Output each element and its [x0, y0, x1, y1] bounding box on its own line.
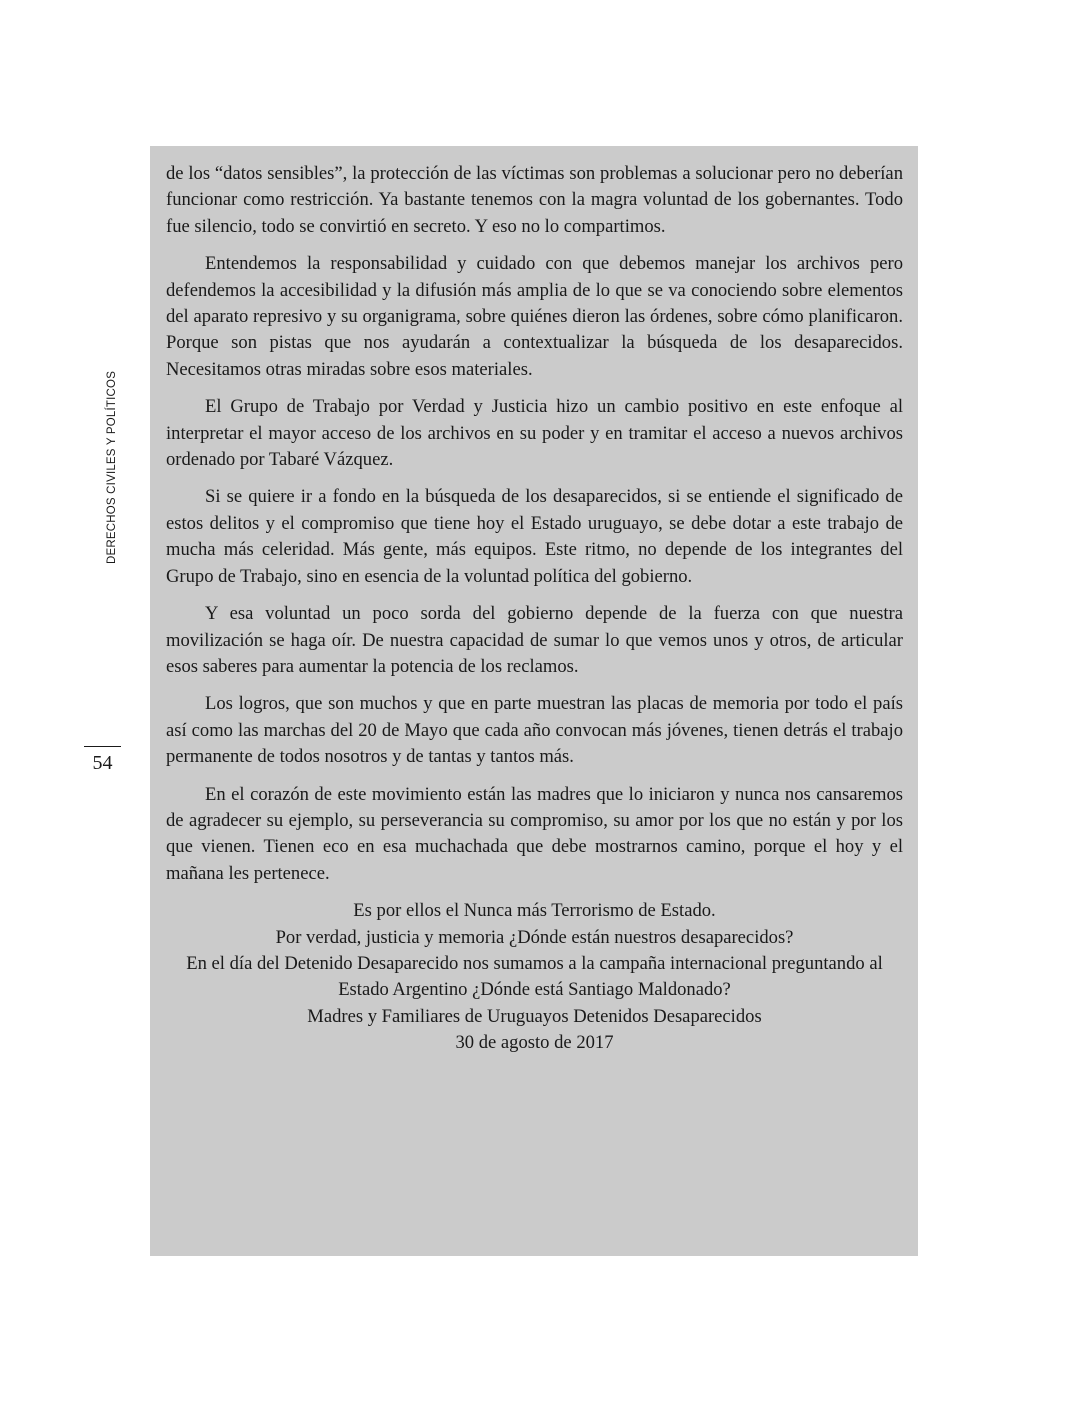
page-number: 54 [92, 752, 113, 774]
paragraph: Si se quiere ir a fondo en la búsqueda de los desaparecidos, si se entiende el significado de estos delitos y el compromiso que tiene hoy el Estado uruguayo, se debe dotar a este trabajo de mucha más celeridad. Más gente, más equipos. Este ritmo, no depende de los integrantes del Grupo de Trabajo, sino en esencia de la voluntad política del gobierno. [166, 486, 903, 587]
date-line: 30 de agosto de 2017 [455, 1032, 614, 1054]
closing-line: Por verdad, justicia y memoria ¿Dónde están nuestros desaparecidos? [275, 926, 794, 948]
running-section-title: DERECHOS CIVILES Y POLÍTICOS [106, 370, 118, 564]
page-number-rule [84, 746, 121, 747]
paragraph: de los “datos sensibles”, la protección de las víctimas son problemas a solucionar pero no deberían funcionar como restricción. Ya bastante tenemos con la magra voluntad de los gobernantes. Todo fue silencio, todo se convirtió en secreto. Y eso no lo compartimos. [166, 163, 903, 237]
paragraph: Entendemos la responsabilidad y cuidado con que debemos manejar los archivos pero defendemos la accesibilidad y la difusión más amplia de lo que se va conociendo sobre elementos del aparato represivo y su organigrama, sobre quiénes dieron las órdenes, sobre cómo planificaron. Porque son pistas que nos ayudarán a contextualizar la búsqueda de los desaparecidos. Necesitamos otras miradas sobre esos materiales. [166, 253, 903, 380]
signature-line: Madres y Familiares de Uruguayos Detenidos Desaparecidos [307, 1005, 762, 1027]
paragraph: Los logros, que son muchos y que en parte muestran las placas de memoria por todo el país así como las marchas del 20 de Mayo que cada año convocan más jóvenes, tienen detrás el trabajo permanente de todos nosotros y de tantas y tantos más. [166, 693, 903, 768]
body-text [166, 161, 903, 1057]
closing-line: En el día del Detenido Desaparecido nos sumamos a la campaña internacional preguntando al Estado Argentino ¿Dónde está Santiago Maldonado? [186, 952, 883, 1001]
closing-statement [166, 898, 903, 1056]
closing-line: Es por ellos el Nunca más Terrorismo de Estado. [353, 900, 716, 922]
paragraph: El Grupo de Trabajo por Verdad y Justicia hizo un cambio positivo en este enfoque al interpretar el mayor acceso de los archivos en su poder y en tramitar el acceso a nuevos archivos ordenado por Tabaré Vázquez. [166, 396, 903, 471]
paragraph: En el corazón de este movimiento están las madres que lo iniciaron y nunca nos cansaremos de agradecer su ejemplo, su perseverancia su compromiso, su amor por los que no están y por los que vienen. Tienen eco en esa muchachada que debe mostrarnos camino, porque el hoy y el mañana les pertenece. [166, 783, 903, 884]
paragraph: Y esa voluntad un poco sorda del gobierno depende de la fuerza con que nuestra movilización se haga oír. De nuestra capacidad de sumar lo que vemos unos y otros, de articular esos saberes para aumentar la potencia de los reclamos. [166, 603, 903, 677]
